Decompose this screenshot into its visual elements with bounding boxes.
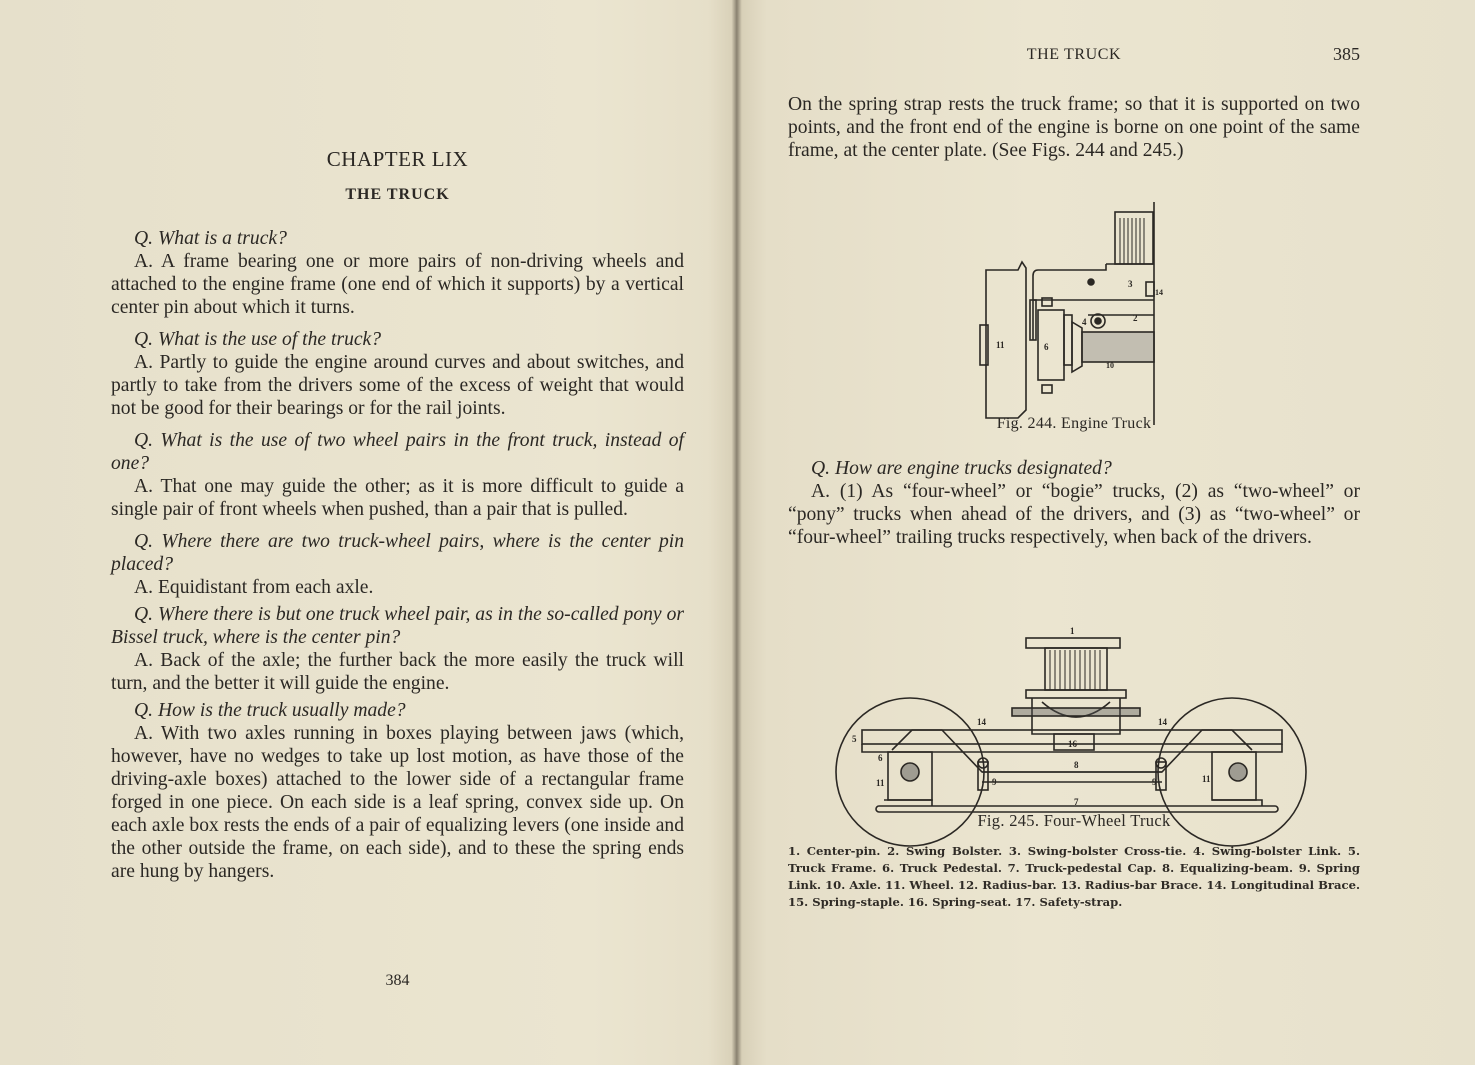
svg-text:8: 8 bbox=[1074, 760, 1079, 770]
svg-text:2: 2 bbox=[1133, 313, 1138, 323]
left-page-text bbox=[111, 140, 684, 883]
question: Q. How are engine trucks designated? bbox=[811, 458, 1112, 479]
question: Q. What is the use of the truck? bbox=[134, 329, 382, 350]
svg-text:14: 14 bbox=[977, 717, 986, 727]
question: Q. What is the use of two wheel pairs in the front truck, instead of one? bbox=[111, 430, 684, 474]
svg-text:7: 7 bbox=[1074, 797, 1079, 807]
svg-text:3: 3 bbox=[1128, 279, 1133, 289]
svg-text:11: 11 bbox=[1202, 774, 1211, 784]
answer: A. That one may guide the other; as it is more difficult to guide a single pair of front wheels when pushed, than a pair that is pulled. bbox=[111, 476, 684, 520]
svg-text:11: 11 bbox=[996, 340, 1005, 350]
svg-text:1: 1 bbox=[1070, 626, 1075, 636]
answer: A. Equidistant from each axle. bbox=[134, 577, 374, 598]
svg-text:6: 6 bbox=[1044, 342, 1049, 352]
answer: A. A frame bearing one or more pairs of non-driving wheels and attached to the engine frame (one end of which it supports) by a vertical center pin about which it turns. bbox=[111, 251, 684, 318]
question: Q. What is a truck? bbox=[134, 228, 287, 249]
figure-245-legend: 1. Center-pin. 2. Swing Bolster. 3. Swing-bolster Cross-tie. 4. Swing-bolster Link. 5. Truck Frame. 6. Truck Pedestal. 7. Truck-pedestal Cap. 8. Equalizing-beam. 9. Spring Link. 10. Axle. 11. Wheel. 12. Radius-bar. 13. Radius-bar Brace. 14. Longitudinal Brace. 15. Spring-staple. 16. Spring-seat. 17. Safety-strap. bbox=[788, 844, 1360, 909]
svg-text:16: 16 bbox=[1068, 739, 1077, 749]
running-head-title: THE TRUCK bbox=[1026, 46, 1122, 63]
chapter-subtitle: THE TRUCK bbox=[345, 186, 450, 203]
page-number-384: 384 bbox=[385, 972, 410, 989]
question: Q. Where there are two truck-wheel pairs, where is the center pin placed? bbox=[111, 531, 684, 575]
svg-text:6: 6 bbox=[878, 753, 883, 763]
svg-text:9: 9 bbox=[1152, 777, 1157, 787]
svg-text:14: 14 bbox=[1155, 288, 1163, 297]
answer: A. Back of the axle; the further back the more easily the truck will turn, and the better it will guide the engine. bbox=[111, 650, 684, 694]
svg-text:4: 4 bbox=[1082, 317, 1087, 327]
chapter-heading: CHAPTER LIX bbox=[326, 147, 469, 171]
svg-text:11: 11 bbox=[876, 778, 885, 788]
question: Q. How is the truck usually made? bbox=[134, 700, 406, 721]
answer: A. (1) As “four-wheel” or “bogie” trucks, (2) as “two-wheel” or “pony” trucks when ahead of the drivers, and (3) as “two-wheel” or “four-wheel” trailing trucks respectively, when back of the drivers. bbox=[788, 481, 1360, 548]
svg-text:9: 9 bbox=[992, 777, 997, 787]
answer: A. With two axles running in boxes playing between jaws (which, however, have no wedges to take up lost motion, as have those of the driving-axle boxes) attached to the lower side of a rectangular frame forged in one piece. On each side is a leaf spring, convex side up. On each axle box rests the ends of a pair of equalizing levers (one inside and the other outside the frame, on each side), and to these the spring ends are hung by hangers. bbox=[111, 723, 684, 882]
engine-truck-diagram bbox=[978, 200, 1168, 425]
continuation-paragraph: On the spring strap rests the truck frame; so that it is supported on two points, and the front end of the engine is borne on one point of the same frame, at the center plate. (See Figs. 244 and 245.) bbox=[788, 94, 1360, 161]
svg-text:5: 5 bbox=[852, 734, 857, 744]
four-wheel-truck-diagram bbox=[832, 622, 1312, 854]
figure-245-caption: Fig. 245. Four-Wheel Truck bbox=[977, 811, 1171, 830]
page-number-385: 385 bbox=[1333, 44, 1360, 64]
question: Q. Where there is but one truck wheel pair, as in the so-called pony or Bissel truck, where is the center pin? bbox=[111, 604, 684, 648]
svg-text:10: 10 bbox=[1106, 361, 1114, 370]
figure-244-caption: Fig. 244. Engine Truck bbox=[996, 415, 1152, 432]
answer: A. Partly to guide the engine around curves and about switches, and partly to take from the drivers some of the excess of weight that would not be good for their bearings or for the rail joints. bbox=[111, 352, 684, 419]
svg-text:14: 14 bbox=[1158, 717, 1167, 727]
